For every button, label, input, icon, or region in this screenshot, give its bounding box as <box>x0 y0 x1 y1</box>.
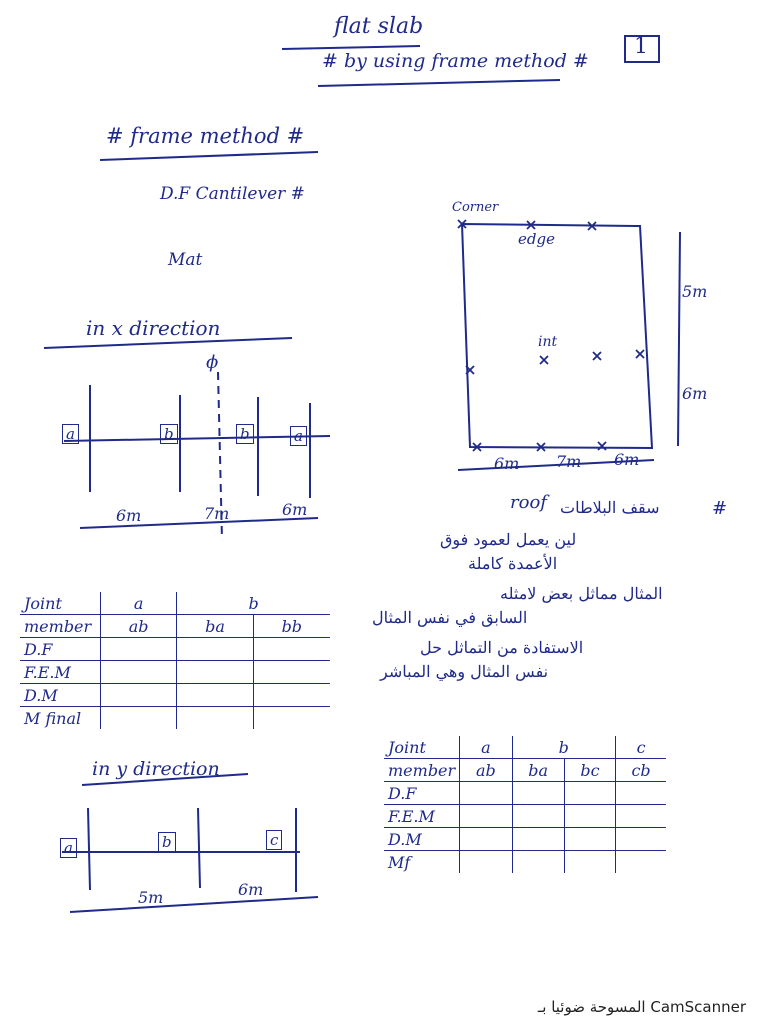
table-cell <box>564 828 615 851</box>
table-cell <box>101 638 177 661</box>
table-cell: D.F <box>20 638 101 661</box>
table-cell: ab <box>460 759 512 782</box>
x-support-label-2: b <box>160 424 178 444</box>
x-span-3: 6m <box>282 500 308 519</box>
x-span-1: 6m <box>116 506 142 525</box>
table-cell <box>101 707 177 730</box>
table-row <box>20 684 330 707</box>
plan-dim-bottom-2: 7m <box>556 452 582 471</box>
x-direction-heading: in x direction <box>86 316 221 340</box>
note-latin: D.F Cantilever # <box>160 184 305 204</box>
section-underline <box>100 152 318 160</box>
table-cell: member <box>20 615 101 638</box>
table-cell: b <box>177 592 330 615</box>
table-row <box>20 615 330 638</box>
y-support-label-3: c <box>266 830 282 850</box>
y-support-label-1: a <box>60 838 77 858</box>
table-cell <box>460 805 512 828</box>
table-cell <box>512 828 564 851</box>
table-cell: b <box>512 736 616 759</box>
x-support-label-1: a <box>62 424 79 444</box>
y-dimension-line <box>70 897 318 912</box>
roof-line-2: لين يعمل لعمود فوق <box>440 530 577 549</box>
table-x <box>20 592 330 729</box>
page-subtitle: # by using frame method # <box>322 50 589 72</box>
table-cell <box>101 661 177 684</box>
roof-line-1: سقف البلاطات <box>560 498 660 517</box>
roof-line-4: المثال مماثل بعض لامثله <box>500 584 663 603</box>
section-heading: # frame method # <box>106 124 305 148</box>
x-axis-mark: ϕ <box>206 352 219 373</box>
table-row <box>20 638 330 661</box>
x-support-label-3: b <box>236 424 254 444</box>
x-span-2: 7m <box>204 504 230 523</box>
x-support-label-4: a <box>290 426 307 446</box>
camscanner-footer: المسوحة ضوئيا بـ CamScanner <box>537 998 746 1016</box>
table-cell <box>512 805 564 828</box>
table-cell <box>512 851 564 874</box>
table-row <box>384 736 666 759</box>
roof-line-6: الاستفادة من التماثل حل <box>420 638 584 657</box>
table-cell: Joint <box>20 592 101 615</box>
table-cell <box>253 707 330 730</box>
table-row <box>20 592 330 615</box>
table-cell <box>253 638 330 661</box>
plan-dim-right-2: 6m <box>682 384 708 403</box>
table-cell <box>177 684 253 707</box>
plan-right-dimension <box>678 232 680 446</box>
table-cell: D.F <box>384 782 460 805</box>
table-cell: F.E.M <box>20 661 101 684</box>
note-end: Mat <box>168 250 203 270</box>
subtitle-underline <box>318 80 560 86</box>
table-cell: c <box>616 736 666 759</box>
table-cell <box>616 805 666 828</box>
y-span-1: 5m <box>138 888 164 907</box>
plan-corner-label: Corner <box>452 200 499 215</box>
roof-line-3: الأعمدة كاملة <box>468 554 558 573</box>
table-cell <box>460 828 512 851</box>
table-cell <box>564 782 615 805</box>
table-cell: ba <box>177 615 253 638</box>
table-cell: Joint <box>384 736 460 759</box>
table-cell: bb <box>253 615 330 638</box>
table-cell <box>460 851 512 874</box>
plan-dim-right-1: 5m <box>682 282 708 301</box>
table-row <box>20 661 330 684</box>
table-cell: bc <box>564 759 615 782</box>
plan-dim-bottom-1: 6m <box>494 454 520 473</box>
table-y <box>384 736 666 873</box>
plan-int-label: int <box>538 334 558 350</box>
table-cell: a <box>460 736 512 759</box>
table-cell <box>616 851 666 874</box>
table-cell: cb <box>616 759 666 782</box>
roof-line-5: السابق في نفس المثال <box>372 608 528 627</box>
table-cell <box>564 805 615 828</box>
table-row <box>384 782 666 805</box>
title-underline <box>282 46 420 49</box>
table-cell <box>460 782 512 805</box>
table-cell: ab <box>101 615 177 638</box>
page-number: 1 <box>634 34 648 59</box>
table-cell: member <box>384 759 460 782</box>
page-title: flat slab <box>334 14 424 39</box>
table-cell <box>253 684 330 707</box>
roof-line-7: نفس المثال وهي المباشر <box>380 662 549 681</box>
table-row <box>384 759 666 782</box>
y-direction-heading: in y direction <box>92 758 220 780</box>
table-cell: Mf <box>384 851 460 874</box>
roof-hash: # <box>712 498 728 519</box>
table-cell <box>564 851 615 874</box>
table-cell: F.E.M <box>384 805 460 828</box>
plan-edge-label: edge <box>518 230 555 248</box>
plan-dim-bottom-3: 6m <box>614 450 640 469</box>
y-support-label-2: b <box>158 832 176 852</box>
table-cell: a <box>101 592 177 615</box>
roof-word: roof <box>510 492 547 513</box>
y-span-2: 6m <box>238 880 264 899</box>
table-cell <box>253 661 330 684</box>
table-cell <box>177 638 253 661</box>
table-row <box>384 828 666 851</box>
table-cell <box>177 707 253 730</box>
table-cell: D.M <box>20 684 101 707</box>
y-column-2 <box>198 808 200 888</box>
table-row <box>384 805 666 828</box>
table-cell: M final <box>20 707 101 730</box>
table-cell <box>616 828 666 851</box>
y-column-1 <box>88 808 90 890</box>
table-cell: ba <box>512 759 564 782</box>
table-cell <box>101 684 177 707</box>
table-cell <box>512 782 564 805</box>
table-row <box>384 851 666 874</box>
table-cell: D.M <box>384 828 460 851</box>
table-cell <box>616 782 666 805</box>
table-row <box>20 707 330 730</box>
table-cell <box>177 661 253 684</box>
